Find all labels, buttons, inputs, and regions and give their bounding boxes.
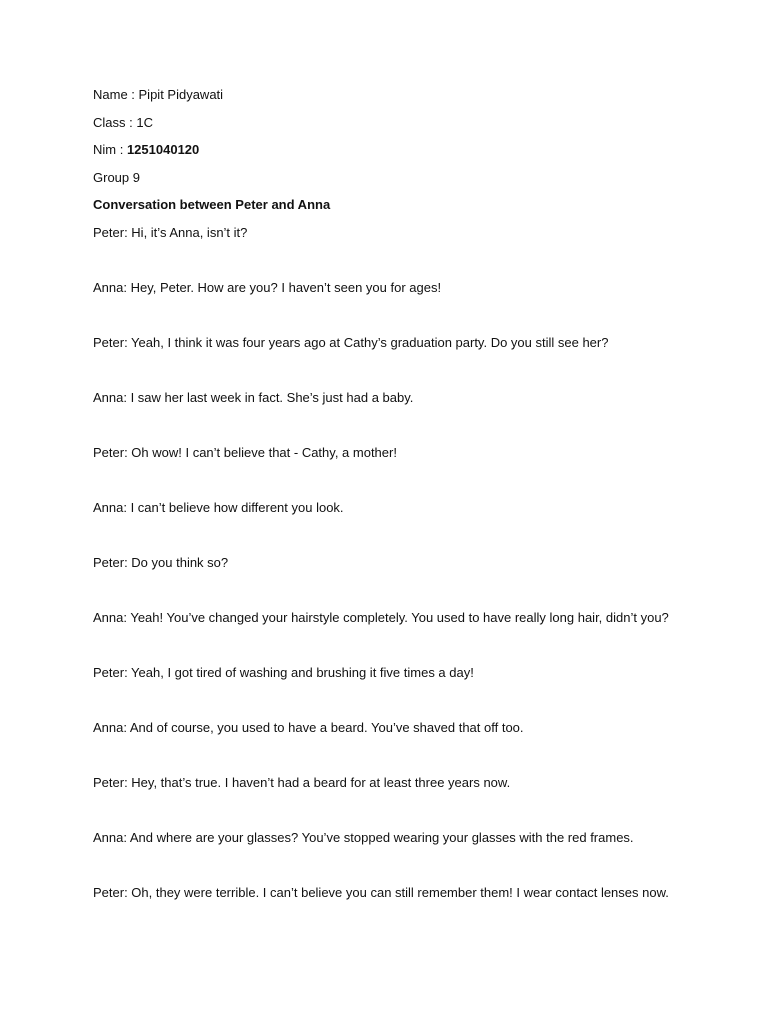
dialogue-line: Anna: And where are your glasses? You’ve stopped wearing your glasses with the red frames. <box>93 829 634 845</box>
dialogue-line: Anna: And of course, you used to have a beard. You’ve shaved that off too. <box>93 719 524 735</box>
name-label: Name : <box>93 87 139 102</box>
dialogue-line: Peter: Hi, it’s Anna, isn’t it? <box>93 224 248 240</box>
dialogue-line: Peter: Oh, they were terrible. I can’t believe you can still remember them! I wear contact lenses now. <box>93 884 669 900</box>
class-line <box>93 114 683 132</box>
dialogue-line: Peter: Do you think so? <box>93 554 229 570</box>
student-name-line <box>93 86 683 104</box>
dialogue-line: Peter: Yeah, I think it was four years ago at Cathy’s graduation party. Do you still see her? <box>93 334 609 350</box>
dialogue-line: Anna: I can’t believe how different you look. <box>93 499 344 515</box>
dialogue-line: Peter: Hey, that’s true. I haven’t had a beard for at least three years now. <box>93 774 511 790</box>
document-body <box>93 86 683 939</box>
dialogue-line: Anna: I saw her last week in fact. She’s just had a baby. <box>93 389 414 405</box>
group-line: Group 9 <box>93 169 140 185</box>
dialogue-line: Peter: Oh wow! I can’t believe that - Cathy, a mother! <box>93 444 397 460</box>
document-title: Conversation between Peter and Anna <box>93 197 331 212</box>
dialogue-line: Peter: Yeah, I got tired of washing and brushing it five times a day! <box>93 664 474 680</box>
nim-label: Nim : <box>93 142 127 157</box>
class-value: 1C <box>136 114 153 130</box>
dialogue-line: Anna: Yeah! You’ve changed your hairstyle completely. You used to have really long hair, didn’t you? <box>93 609 669 625</box>
class-label: Class : <box>93 114 137 130</box>
dialogue-line: Anna: Hey, Peter. How are you? I haven’t seen you for ages! <box>93 279 442 295</box>
nim-value: 1251040120 <box>126 142 200 157</box>
name-value: Pipit Pidyawati <box>138 87 224 102</box>
nim-line <box>93 141 683 159</box>
